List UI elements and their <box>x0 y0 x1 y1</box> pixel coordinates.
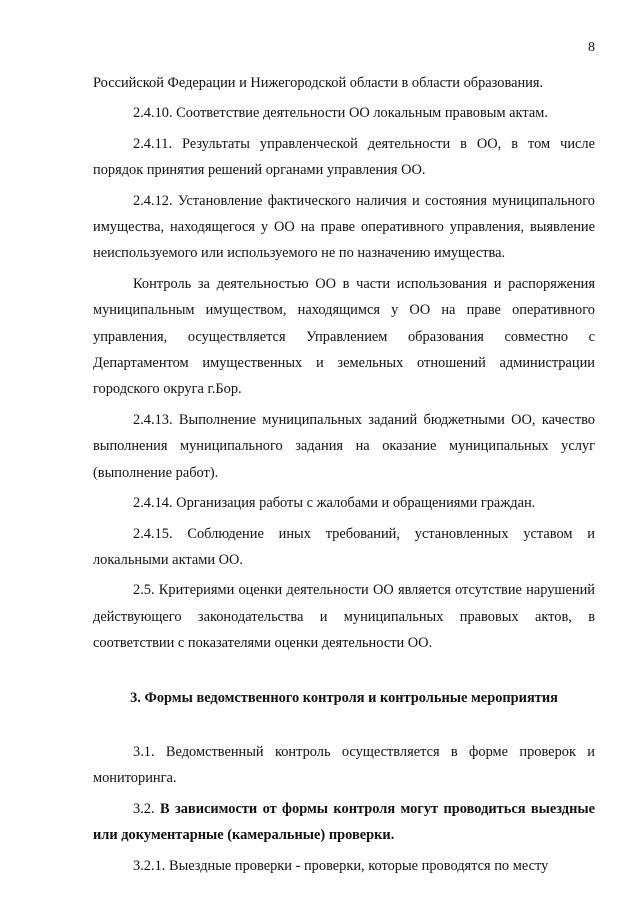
paragraph-2-4-14: 2.4.14. Организация работы с жалобами и обращениями граждан. <box>133 495 536 512</box>
page-number: 8 <box>588 40 595 55</box>
paragraph-2-4-13: 2.4.13. Выполнение муниципальных заданий бюджетными ОО, качество выполнения муниципального задания на оказание муниципальных услуг (выполнение работ). <box>93 411 595 481</box>
paragraph-2-4-11: 2.4.11. Результаты управленческой деятельности в ОО, в том числе порядок принятия решений органами управления ОО. <box>93 135 595 179</box>
paragraph-2-4-12: 2.4.12. Установление фактического наличия и состояния муниципального имущества, находящегося у ОО на праве оперативного управления, выявление неиспользуемого или используемого не по назначению имущества. <box>93 192 595 262</box>
section-heading-3: 3. Формы ведомственного контроля и контрольные мероприятия <box>130 689 558 706</box>
paragraph-continuation: Российской Федерации и Нижегородской области в области образования. <box>93 75 544 91</box>
paragraph-2-5: 2.5. Критериями оценки деятельности ОО является отсутствие нарушений действующего законодательства и муниципальных правовых актов, в соответствии с показателями оценки деятельности ОО. <box>93 582 595 652</box>
paragraph-3-2-1: 3.2.1. Выездные проверки - проверки, которые проводятся по месту <box>133 857 549 874</box>
paragraph-3-1: 3.1. Ведомственный контроль осуществляется в форме проверок и мониторинга. <box>93 743 595 787</box>
paragraph-3-2-bold-text: В зависимости от формы контроля могут проводиться выездные или документарные (камеральные) проверки. <box>93 800 595 844</box>
paragraph-2-4-15: 2.4.15. Соблюдение иных требований, установленных уставом и локальными актами ОО. <box>93 525 595 568</box>
paragraph-3-2-number: 3.2. <box>133 800 160 817</box>
paragraph-3-2 <box>93 796 595 849</box>
paragraph-property-control: Контроль за деятельностью ОО в части использования и распоряжения муниципальным имуществом, находящимся у ОО на праве оперативного управления, осуществляется Управлением образования совместно с Департаментом имущественных и земельных отношений администрации городского округа г.Бор. <box>93 275 595 398</box>
paragraph-2-4-10: 2.4.10. Соответствие деятельности ОО локальным правовым актам. <box>133 105 548 122</box>
document-body <box>93 70 595 879</box>
